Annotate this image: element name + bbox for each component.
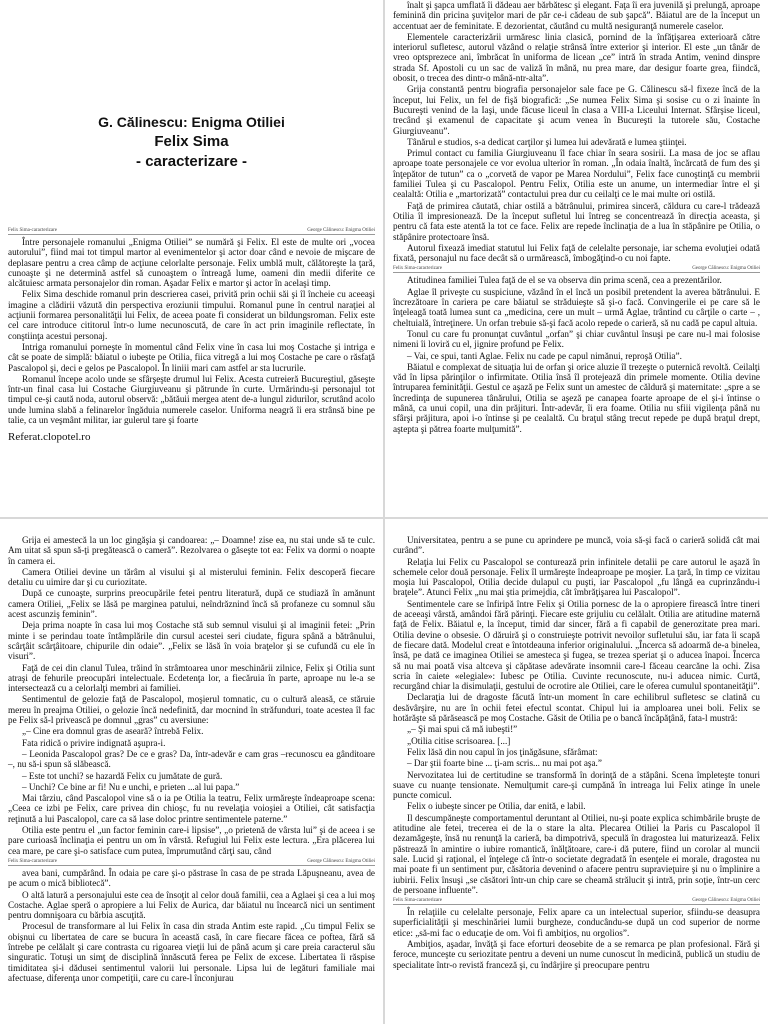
paragraph: Nervozitatea lui de certitudine se transformă în dorinţă de a stăpâni. Scena împleteşte tonuri suave cu nuanţe tensionate. Nemulţumit care-şi cumpănă în intreaga lui Felix atinge în unele puncte comicul. — [393, 769, 760, 801]
paragraph: Sentimentul de gelozie faţă de Pascalopol, moşierul tomnatic, cu o cultură aleasă, ce stăruie mereu în preajma Otiliei, o gelozie încă nedefinită, dar mocnind în străfunduri, toate acestea îl fac pe Felix să-l privească pe domnul „gras” cu aversiune: — [8, 694, 375, 726]
paragraph: Băiatul e complexat de situaţia lui de orfan şi orice aluzie îl trezeşte o puternică revoltă. Ceilalţi văd în lipsa părinţilor o infirmitate. Otilia însă îl protejează din primele momente. Otilia devine întruparea feminităţii. Gestul ce aşază pe Felix sunt un amestec de căldură şi maternitate: „spre a se încredinţa de supunerea tânărului, Otilia se aşeză pe canapea foarte aproape de el şi-i întinse o mână, ca unui copil, una din prăjituri. Într-adevăr, îi era foame. Otilia nu sfiii vigilenţa până nu sfârşi prăjitura, apoi i-o întinse şi pe cealaltă. Cu braţul stâng trecut repede pe după braţul drept, aştepta şi pătrea foarte mulţumită”. — [393, 361, 760, 434]
text-column — [393, 0, 760, 263]
paragraph: Universitatea, pentru a se pune cu aprindere pe muncă, voia să-şi facă o carieră solidă cât mai curând”. — [393, 535, 760, 556]
text-column — [8, 535, 375, 856]
paragraph: – Unchi? Ce bine ar fi! Nu e unchi, e prieten ...al lui papa.” — [22, 781, 240, 792]
paragraph: Fata ridică o privire indignată aşupra-i. — [22, 737, 166, 748]
page-header — [8, 859, 375, 866]
paragraph: Sentimentele care se înfiripă între Felix şi Otilia pornesc de la o apropiere firească între tineri de aceeaşi vârstă, amândoi fără părinţi. Fiecare este grijuliu cu celălalt. Otilia are atitudine maternă faţă de Felix. Băiatul e, la început, timid dar sincer, fără a fi capabil de generozitate prea mari. Otilia devine o obsesie. O dăruiră şi o construieşte potrivit nevoilor sufletului său, iar fata îi scapă de fiecare dată. Modelul creat e întotdeauna inferior originalului. „Încerca să adoarmă de-a binelea, însă, pe dată ce imaginea Otiliei se amesteca şi fugea, se trezea speriat şi o aducea înapoi. Încerca să nu mai poată visa altceva şi căpătase adevărate insomnii care-l făceau cearcăne la ochi. Zisa scria în caiete «elegiale»: Iubesc pe Otilia. Cuvinte recunoscute, nu-i aducea nimic. Curtă, recurgând chiar la disimulaţii, gestului de ocrotire ale Otiliei, care le oferea cumulul spontaneităţii”. — [393, 598, 760, 692]
title-block — [8, 112, 375, 172]
page-header — [8, 228, 375, 235]
paragraph: O altă latură a personajului este cea de însoţit al celor două familii, cea a Aglaei şi cea a lui moş Costache. Aglae speră o apropiere a lui Felix de Aurica, dar băiatul nu încearcă nici un sentiment pentru domnişoara cu bărbia ascuţită. — [8, 889, 375, 921]
page-top-left — [0, 0, 383, 517]
paragraph: Mai târziu, când Pascalopol vine să o ia pe Otilia la teatru, Felix urmăreşte îndeaproape scena: „Ceea ce izbi pe Felix, care privea din chioşc, fu nu revelaţia voioşiei a Otiliei, cât satisfacţia reţinută a lui Pascalopol, care ca să lase doloc printre sentimentele paterne.” — [8, 793, 375, 824]
paragraph: „– Cine era domnul gras de aseară? întrebă Felix. — [22, 726, 204, 737]
header-left: Felix Sima-caracterizare — [393, 898, 442, 904]
paragraph: Felix lăsă din nou capul în jos ţinăgăsune, sfărâmat: — [407, 746, 598, 757]
paragraph: Il descumpăneşte comportamentul deruntant al Otiliei, nu-şi poate explica schimbările bruşte de atitudine ale fetei, trecerea ei de la o stare la alta. Plecarea Otiliei la Paris cu Pascalopol îl dezamăgeşte, însă nu renunţă la carieră, ba dimpotrivă, speculă în dragostea lui maturizează. Felix păstrează în amintire o iubire romantică, înălţătoare, care-i dă putere, fiind un corolar al muncii sale. Lucid şi raţional, el înţelege că într-o societate degradată în esenţele ei morale, dragostea nu mai poate fi un sentiment pur, căsătoria devenind o afacere pentru supravieţuire şi nu o împlinire a iubirii. Felix însuşi „se căsători într-un chip care se cheamă strălucit şi intră, prin soţie, într-un cerc de persoane influente”. — [393, 812, 760, 895]
paragraph: În relaţiile cu celelalte personaje, Felix apare ca un intelectual superior, sfiindu-se deasupra superficialităţii şi meschinăriei lumii burgheze, conducându-se după un cod superior de norme etice: „să-mi fac o educaţie de om. Voi fi ambiţios, nu orgolios”. — [393, 907, 760, 938]
site-footer[interactable]: Referat.clopotel.ro — [8, 431, 91, 444]
header-right: George Călinescu: Enigma Otiliei — [692, 266, 760, 272]
paragraph: – Leonida Pascalopol gras? De ce e gras? Da, într-adevăr e cam gras –recunoscu ea gânditoare –, nu să-i spun să slăbească. — [8, 748, 375, 770]
paragraph: Autorul fixează imediat statutul lui Felix faţă de celelalte personaje, iar schema evoluţiei odată fixată, personajul nu face decât să o urmărească, îmbogăţind-o cu noi fapte. — [393, 242, 760, 264]
header-right: George Călinescu: Enigma Otiliei — [692, 898, 760, 904]
paragraph: Intriga romanului porneşte în momentul când Felix vine în casa lui moş Costache şi intriga e cât se poate de simplă: băiatul o iubeşte pe Otilia, fiica vitregă a lui moş Costache pe care o răsfaţă Pascalopol şi, deci e gelos pe Pascalopol. În liniii mari cam astfel ar sta lucrurile. — [8, 341, 375, 373]
paragraph: înalt şi şapca umflată îi dădeau aer bărbătesc şi elegant. Faţa îi era juvenilă şi prelungă, aproape feminină din pricina şuviţelor mari de păr ce-i cădeau de sub şapcă”. Băiatul are de la început un accentuat aer de feminitate. E dezorientat, căutând cu multă nesiguranţă numerele caselor. — [393, 0, 760, 31]
paragraph: După ce cunoaşte, surprins preocupările fetei pentru literatură, după ce studiază în amănunt camera Otiliei, „Felix se lăsă pe marginea patului, neîndrăznind încă să profaneze cu somnul său acest ascunziş feminin”. — [8, 588, 375, 620]
text-column — [393, 907, 760, 970]
paragraph: avea bani, cumpărând. În odaia pe care şi-o păstrase în casa de pe strada Lăpuşneanu, avea de pe acum o mică bibliotecă”. — [8, 867, 375, 889]
paragraph: Faţă de cei din clanul Tulea, trăind în strâmtoarea unor meschinării zilnice, Felix şi Otilia sunt atraşi de fehurile preocupări intelectuale. Ecdetenţa lor, a fiecăruia în parte, aproape nu le-a se intersectează cu a celorlalţi membri ai familiei. — [8, 662, 375, 694]
header-right: George Călinescu: Enigma Otiliei — [307, 858, 375, 864]
paragraph: Între personajele romanului „Enigma Otiliei” se numără şi Felix. El este de multe ori „vocea autorului”, fiind mai tot timpul martor al evenimentelor şi actor doar când e nevoie de mişcare de deplasare pentru a crea câmp de acţiune celorlalte personaje. Felix umblă mult, călătoreşte la ţară, cunoaşte şi ne determină astfel să cunoaştem o întreagă lume, oameni din medii diferite ce alcătuiesc armata personajelor din roman. Aşadar Felix e martor şi actor în acelaşi timp. — [8, 237, 375, 289]
header-right: George Călinescu: Enigma Otiliei — [307, 228, 375, 233]
paragraph: Aglae îl priveşte cu suspiciune, văzând în el încă un posibil pretendent la averea bătrânului. E încrezătoare în cariera pe care băiatul se străduieşte să şi-o facă. Convingerile ei pe care să le înţeleagă toată lumea sunt ca „medicina, cere un mult – urmă Aglae, trântind cu cârţile o carte – , cheltuială, întreţinere. Un orfan trebuie să-şi facă acolo repede o carieră, să nu cadă pe capul altuia. — [393, 286, 760, 328]
paragraph: Faţă de primirea căutată, chiar ostilă a bătrânului, primirea sinceră, căldura cu care-l trădează Otilia îl impresionează. De la început sufletul lui întreg se concentrează în direcţia aceasta, şi pentru că fata este atentă la tot ce face. Felix are repede înclinaţia de a lua în stăpânire pe Otilia, o stăpânire protectoare însă. — [393, 200, 760, 242]
paragraph: Relaţia lui Felix cu Pascalopol se conturează prin infinitele detalii pe care autorul le aşază în schemele celor două personaje. Felix îl urmăreşte îndeaproape pe moşier. La ţară, în timp ce vizitau moşia lui Pascalopol, Otilia decide dulapul cu puşti, iar Pascalopol „fu lângă ea cuprinzându-i braţele”. Atunci Felix „nu mai ştia primejdia, cât îmbrăţişarea lui Pascalopol”. — [393, 556, 760, 598]
text-column — [8, 237, 375, 425]
paragraph: Camera Otiliei devine un tărâm al visului şi al misterului feminin. Felix descoperă fiecare detaliu cu uimire dar şi cu curiozitate. — [8, 566, 375, 588]
paragraph: Grija constantă pentru biografia personajelor sale face pe G. Călinescu să-l fixeze încă de la început, lui Felix, un fel de fişă biografică: „Se numea Felix Sima şi sosise cu o zi înainte în Bucureşti venind de la Iaşi, unde făcuse liceul în clasa a VIII-a Liceului Internat. Sfârşise liceul, trecând şi examenul de capacitate şi acum venea în Bucureşti la tutorele său, Costache Giurgiuveanu”. — [393, 84, 760, 136]
paragraph: Tânărul e studios, s-a dedicat carţilor şi lumea lui adevărată e lumea ştiinţei. — [407, 136, 687, 147]
paragraph: Primul contact cu familia Giurgiuveanu îl face chiar în seara sosirii. La masa de joc se aflau aproape toate personajele ce vor evolua ulterior în roman. „În odaia înaltă, încărcată de fum des şi înţepător de tutun” ca o „corvetă de vapor pe Marea Nordului”, Felix face cunoştinţă cu membrii familiei Tulea şi cu Pascalopol. Pentru Felix, Otilia este un anume, un intermediar între el şi cealaltă: Otilia e „martorizată” contactului prea dur cu ceilalţi ce le mai multe ori ostilă. — [393, 148, 760, 200]
paragraph: – Dar ştii foarte bine ... ţi-am scris... nu mai pot aşa.” — [407, 758, 602, 769]
header-left: Felix Sima-caracterizare — [8, 228, 57, 233]
document-subtitle: Felix Sima — [154, 133, 229, 150]
page-header — [393, 266, 760, 273]
document-caption: - caracterizare - — [136, 153, 247, 170]
paragraph: Deja prima noapte în casa lui moş Costache stă sub semnul visului şi al imaginii fetei: „Prin minte i se perindau toate întâmplările din cursul acestei seri ciudate, figura spână a bătrânului, scârţâit scârţâitoare, chipurile din odaie”. „Felix se lăsă în voia braţelor şi se cufundă cu ele în visuri”. — [8, 620, 375, 662]
paragraph: Ambiţios, aşadar, învăţă şi face eforturi deosebite de a se remarca pe plan profesional. Fără şi feroce, munceşte cu seriozitate pentru a deveni un nume cunoscut în medicină, publică un studiu de specialitate într-o revistă franceză şi, cu îndârjire şi preocupare pentru — [393, 938, 760, 970]
page-top-right — [385, 0, 768, 517]
paragraph: Grija ei amestecă la un loc gingăşia şi candoarea: „– Doamne! zise ea, nu stai unde să te culc. Am uitat să spun să-ţi pregătească o cameră”. Rezolvarea o găseşte tot ea: Felix va dormi o noapte în camera ei. — [8, 535, 375, 566]
paragraph: Otilia este pentru el „un factor feminin care-i lipsise”, „o prietenă de vârsta lui” şi de aceea i se pare curioasă înclinaţia ei pentru un om în vârstă. Refugiul lui Felix este lectura. „Era plăcerea lui cea mare, pe care şi-o satisface cum putea, împrumutând cărţi sau, când — [8, 825, 375, 856]
text-column — [8, 868, 375, 983]
paragraph: Procesul de transformare al lui Felix în casa din strada Antim este rapid. „Cu timpul Felix se obişnui cu libertatea de care se bucura în această casă, în care fiecare făcea ce poftea, fără să întrebe pe celălalt şi care contrasta cu rigoarea vieţii lui de până acum şi care preia caracterul său singuratic. Totuşi un simţ de disciplină înnăscută ferea pe Felix de excese. Libertatea îi răspise timiditatea şi-i dădusei sentimentul valorii lui personale. Lipsa lui de legături familiale mai afectuase, diferenţa unor competiţii, care cu care-l înconjurau — [8, 921, 375, 983]
paragraph: Romanul începe acolo unde se sfârşeşte drumul lui Felix. Acesta cutreieră Bucureştiul, găseşte într-un final casa lui Costache Giurgiuveanu şi pătrunde în curte. Urmărindu-şi personajul tot timpul ce-şi caută noda, autorul observă: „bătăuii mergea atent de-a lungul zidurilor, scrutând acolo unde lumina slabă a felinarelor îngăduia numerele caselor. Uniforma neagră îi era strânsă bine pe talie, ca un veşmânt militar, iar gulerul tare şi foarte — [8, 373, 375, 426]
paragraph: Felix o iubeşte sincer pe Otilia, dar enită, e labil. — [407, 801, 586, 812]
paragraph: Felix Sima deschide romanul prin descrierea casei, privită prin ochii săi şi îl încheie cu aceeaşi imagine a clădirii văzută din perspectiva eroziunii timpului. Romanul pune în centrul naraţiei al acţiunii formarea personalităţii lui Felix, de aceea poate fi considerat un bildungsroman. Felix este cel care introduce cititorul într-o lume necunoscută, de care în act prin imaginile reflectate, în conştiinţa acestui personaj. — [8, 289, 375, 341]
text-column — [393, 275, 760, 433]
page-header — [393, 898, 760, 905]
paragraph: Atitudinea familiei Tulea faţă de el se va observa din prima scenă, cea a prezentărilor. — [407, 275, 722, 286]
document-title: G. Călinescu: Enigma Otiliei — [98, 114, 285, 130]
paragraph: „– Şi mai spui că mă iubeşti!” — [407, 724, 518, 735]
paragraph: Declaraţia lui de dragoste făcută într-un moment în care echilibrul sufletesc se clatină cu desăvârşire, nu are în ochii fetei efectul scontat. Chipul lui ia amploarea unei boli. Felix se hotărăşte să părăsească pe moş Costache. Găsit de Otilia pe o bancă încăpăţână, fata-l mustră: — [393, 692, 760, 724]
paragraph: Elementele caracterizării urmăresc linia clasică, pornind de la înfăţişarea exterioară către interiorul sufletesc, autorul văzând o relaţie strânsă între exterior şi interior. El este „un tânăr de vreo optsprezece ani, îmbrăcat în uniforma de licean „ce” intră în strada Antim, venind dinspre strada Sf. Apostoli cu un sac de valiză în mână, nu prea mare, dar desigur foarte grea, fiindcă, obosit, o trecea des dintr-o mână-ntr-alta”. — [393, 31, 760, 84]
header-left: Felix Sima-caracterizare — [393, 266, 442, 272]
paragraph: Tonul cu care fu pronunţat cuvântul „orfan” şi chiar cuvântul însuşi pe care nu-l mai folosise nimeni îi loviră cu el, jignire profund pe Felix. — [393, 328, 760, 350]
paragraph: – Vai, ce spui, tanti Aglae. Felix nu cade pe capul nimănui, reproşă Otilia”. — [407, 350, 682, 361]
paragraph: – Este tot unchi? se hazardă Felix cu jumătate de gură. — [22, 770, 223, 781]
header-left: Felix Sima-caracterizare — [8, 858, 57, 864]
paragraph: „Otilia citise scrisoarea. [...] — [407, 735, 511, 746]
page-bottom-right — [385, 519, 768, 1024]
page-bottom-left — [0, 519, 383, 1024]
text-column — [393, 535, 760, 895]
